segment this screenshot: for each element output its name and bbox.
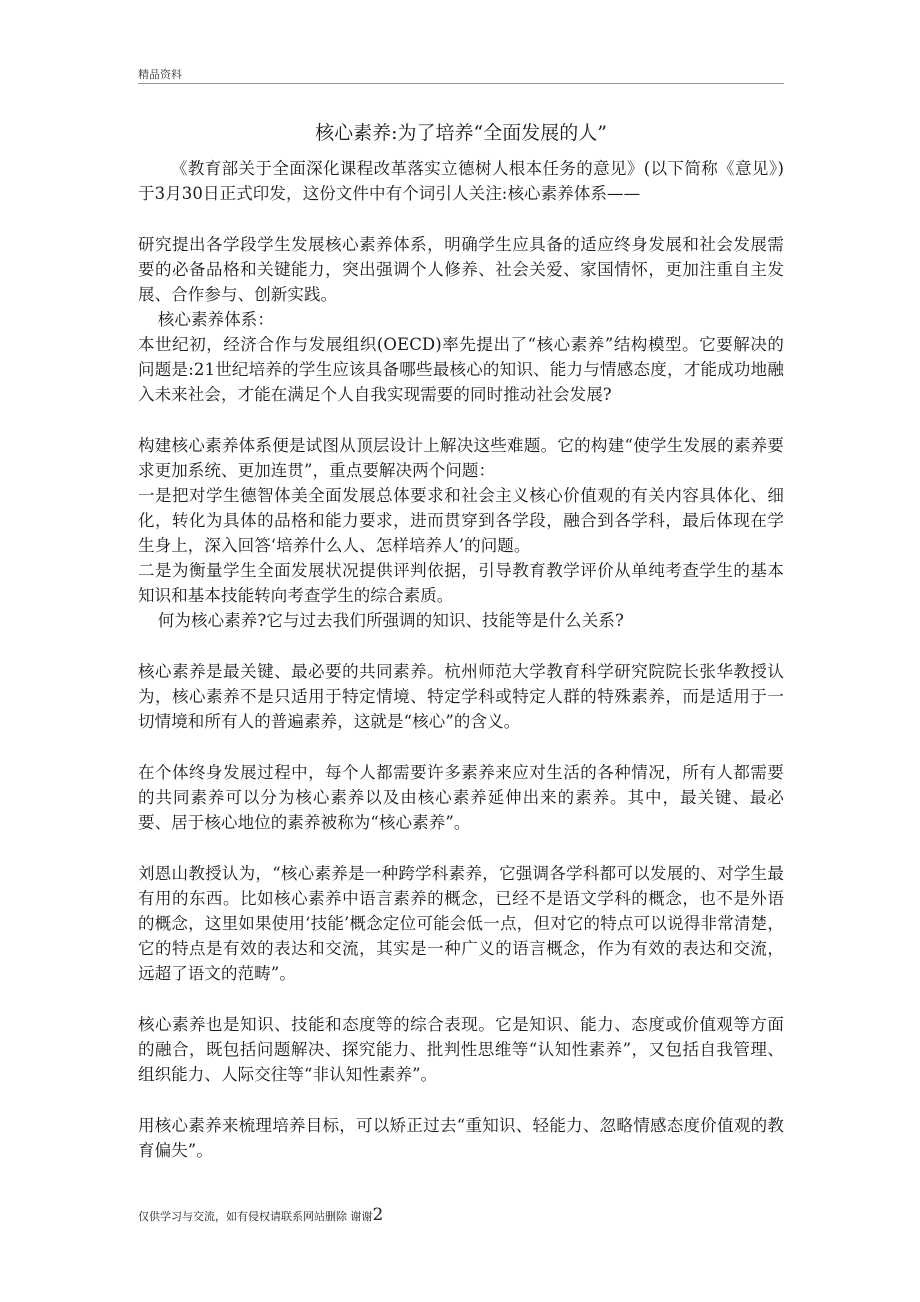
document-body [138, 156, 784, 1163]
paragraph: 研究提出各学段学生发展核心素养体系，明确学生应具备的适应终身发展和社会发展需要的必备品格和关键能力，突出强调个人修养、社会关爱、家国情怀，更加注重自主发展、合作参与、创新实践。 [138, 235, 784, 304]
section-heading: 何为核心素养?它与过去我们所强调的知识、技能等是什么关系? [157, 611, 624, 630]
paragraph: 本世纪初，经济合作与发展组织(OECD)率先提出了“核心素养”结构模型。它要解决的问题是:21世纪培养的学生应该具备哪些最核心的知识、能力与情感态度，才能成功地融入未来社会，才能在满足个人自我实现需要的同时推动社会发展? [138, 335, 784, 404]
page-number: 2 [372, 1205, 384, 1225]
paragraph: 二是为衡量学生全面发展状况提供评判依据，引导教育教学评价从单纯考查学生的基本知识和基本技能转向考查学生的综合素质。 [138, 561, 784, 605]
paragraph: 用核心素养来梳理培养目标，可以矫正过去“重知识、轻能力、忽略情感态度价值观的教育偏失”。 [138, 1116, 784, 1160]
footer-notice: 仅供学习与交流，如有侵权请联系网站删除 谢谢 [138, 1210, 373, 1223]
document-title: 核心素养:为了培养“全面发展的人” [315, 122, 607, 144]
paragraph: 构建核心素养体系便是试图从顶层设计上解决这些难题。它的构建“使学生发展的素养要求更加系统、更加连贯”，重点要解决两个问题： [138, 436, 784, 480]
header-label: 精品资料 [138, 68, 182, 81]
paragraph: 核心素养也是知识、技能和态度等的综合表现。它是知识、能力、态度或价值观等方面的融合，既包括问题解决、探究能力、批判性思维等“认知性素养”，又包括自我管理、组织能力、人际交往等“非认知性素养”。 [138, 1015, 784, 1084]
paragraph: 一是把对学生德智体美全面发展总体要求和社会主义核心价值观的有关内容具体化、细化，转化为具体的品格和能力要求，进而贯穿到各学段，融合到各学科，最后体现在学生身上，深入回答‘培养什么人、怎样培养人’的问题。 [138, 486, 784, 555]
footer [138, 1205, 383, 1225]
paragraph: 刘恩山教授认为，“核心素养是一种跨学科素养，它强调各学科都可以发展的、对学生最有用的东西。比如核心素养中语言素养的概念，已经不是语文学科的概念，也不是外语的概念，这里如果使用‘技能’概念定位可能会低一点，但对它的特点可以说得非常清楚，它的特点是有效的表达和交流，其实是一种广义的语言概念，作为有效的表达和交流，远超了语文的范畴”。 [138, 864, 784, 983]
header-divider [138, 83, 784, 84]
paragraph: 核心素养是最关键、最必要的共同素养。杭州师范大学教育科学研究院院长张华教授认为，核心素养不是只适用于特定情境、特定学科或特定人群的特殊素养，而是适用于一切情境和所有人的普遍素养，这就是“核心”的含义。 [138, 662, 784, 731]
section-heading: 核心素养体系： [157, 310, 274, 329]
paragraph-intro: 《教育部关于全面深化课程改革落实立德树人根本任务的意见》(以下简称《意见》)于3月30日正式印发，这份文件中有个词引人关注:核心素养体系—— [138, 159, 784, 203]
paragraph: 在个体终身发展过程中，每个人都需要许多素养来应对生活的各种情况，所有人都需要的共同素养可以分为核心素养以及由核心素养延伸出来的素养。其中，最关键、最必要、居于核心地位的素养被称为“核心素养”。 [138, 763, 784, 832]
